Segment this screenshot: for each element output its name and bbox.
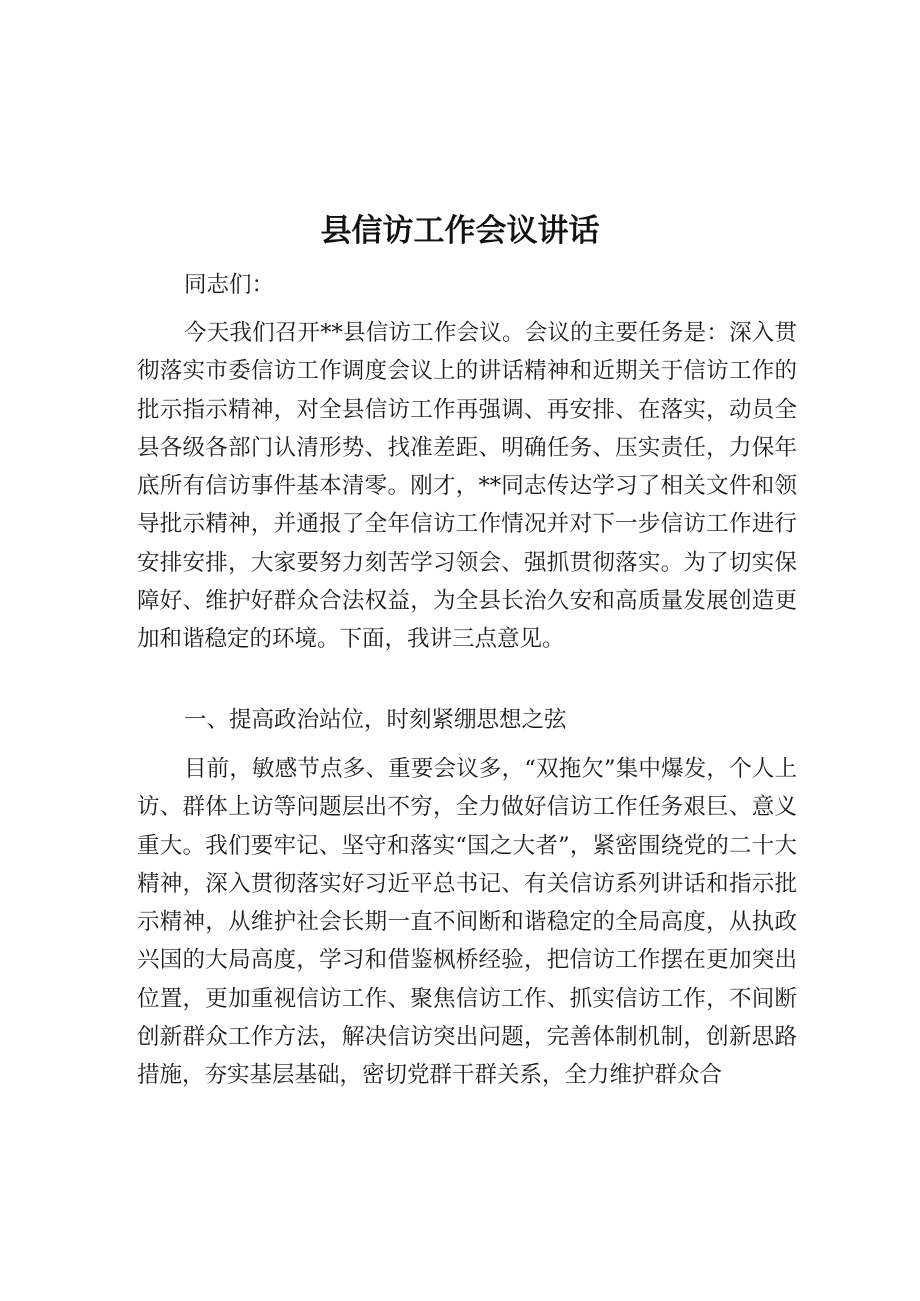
section-heading: 一、提高政治站位，时刻紧绷思想之弦	[184, 707, 567, 733]
document-title: 县信访工作会议讲话	[320, 213, 600, 249]
greeting: 同志们：	[184, 272, 275, 298]
section-paragraph: 目前，敏感节点多、重要会议多，“双拖欠”集中爆发，个人上访、群体上访等问题层出不穷，全力做好信访工作任务艰巨、意义重大。我们要牢记、坚守和落实“国之大者”，紧密围绕党的二十大精神，深入贯彻落实好习近平总书记、有关信访系列讲话和指示批示精神，从维护社会长期一直不间断和谐稳定的全局高度，从执政兴国的大局高度，学习和借鉴枫桥经验，把信访工作摆在更加突出位置，更加重视信访工作、聚焦信访工作、抓实信访工作，不间断创新群众工作方法，解决信访突出问题，完善体制机制，创新思路措施，夯实基层基础，密切党群干群关系，全力维护群众合	[137, 756, 797, 1089]
paragraph-intro: 今天我们召开**县信访工作会议。会议的主要任务是：深入贯彻落实市委信访工作调度会议上的讲话精神和近期关于信访工作的批示指示精神，对全县信访工作再强调、再安排、在落实，动员全县各级各部门认清形势、找准差距、明确任务、压实责任，力保年底所有信访事件基本清零。刚才，**同志传达学习了相关文件和领导批示精神，并通报了全年信访工作情况并对下一步信访工作进行安排安排，大家要努力刻苦学习领会、强抓贯彻落实。为了切实保障好、维护好群众合法权益，为全县长治久安和高质量发展创造更加和谐稳定的环境。下面，我讲三点意见。	[137, 320, 797, 653]
